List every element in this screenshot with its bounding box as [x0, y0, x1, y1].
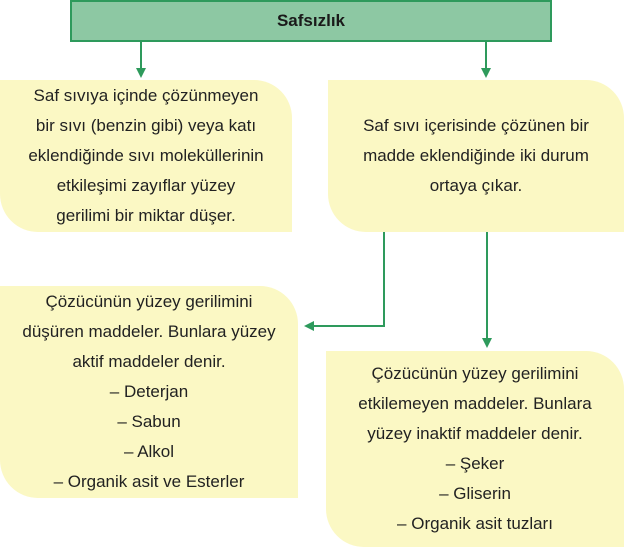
box-line: yüzey inaktif maddeler denir. — [367, 424, 583, 443]
box-line: Saf sıvıya içinde çözünmeyen — [33, 86, 259, 105]
box-line: aktif maddeler denir. — [72, 352, 226, 371]
diagram-title: Safsızlık — [70, 0, 552, 42]
box-surface-inactive — [326, 351, 624, 547]
box-soluble-impurity — [328, 80, 624, 232]
box-list-item: – Deterjan — [109, 382, 189, 401]
box-line: etkilemeyen maddeler. Bunlara — [358, 394, 592, 413]
box-insoluble-impurity — [0, 80, 292, 232]
box-line: Çözücünün yüzey gerilimini — [45, 292, 253, 311]
box-list-item: – Organik asit tuzları — [397, 514, 553, 533]
box-list-item: – Gliserin — [439, 484, 511, 503]
box-line: eklendiğinde sıvı moleküllerinin — [28, 146, 264, 165]
arrow-top-right-to-bottom-left — [306, 232, 384, 326]
box-line: Çözücünün yüzey gerilimini — [371, 364, 579, 383]
box-line: ortaya çıkar. — [429, 176, 523, 195]
box-list-item: – Sabun — [117, 412, 181, 431]
box-list-item: – Organik asit ve Esterler — [53, 472, 245, 491]
box-line: gerilimi bir miktar düşer. — [56, 206, 236, 225]
box-line: düşüren maddeler. Bunlara yüzey — [22, 322, 276, 341]
box-list-item: – Şeker — [445, 454, 505, 473]
box-line: bir sıvı (benzin gibi) veya katı — [35, 116, 257, 135]
box-list-item: – Alkol — [123, 442, 175, 461]
box-surface-active — [0, 286, 298, 498]
box-line: etkileşimi zayıflar yüzey — [56, 176, 236, 195]
box-line: Saf sıvı içerisinde çözünen bir — [363, 116, 589, 135]
box-line: madde eklendiğinde iki durum — [363, 146, 589, 165]
